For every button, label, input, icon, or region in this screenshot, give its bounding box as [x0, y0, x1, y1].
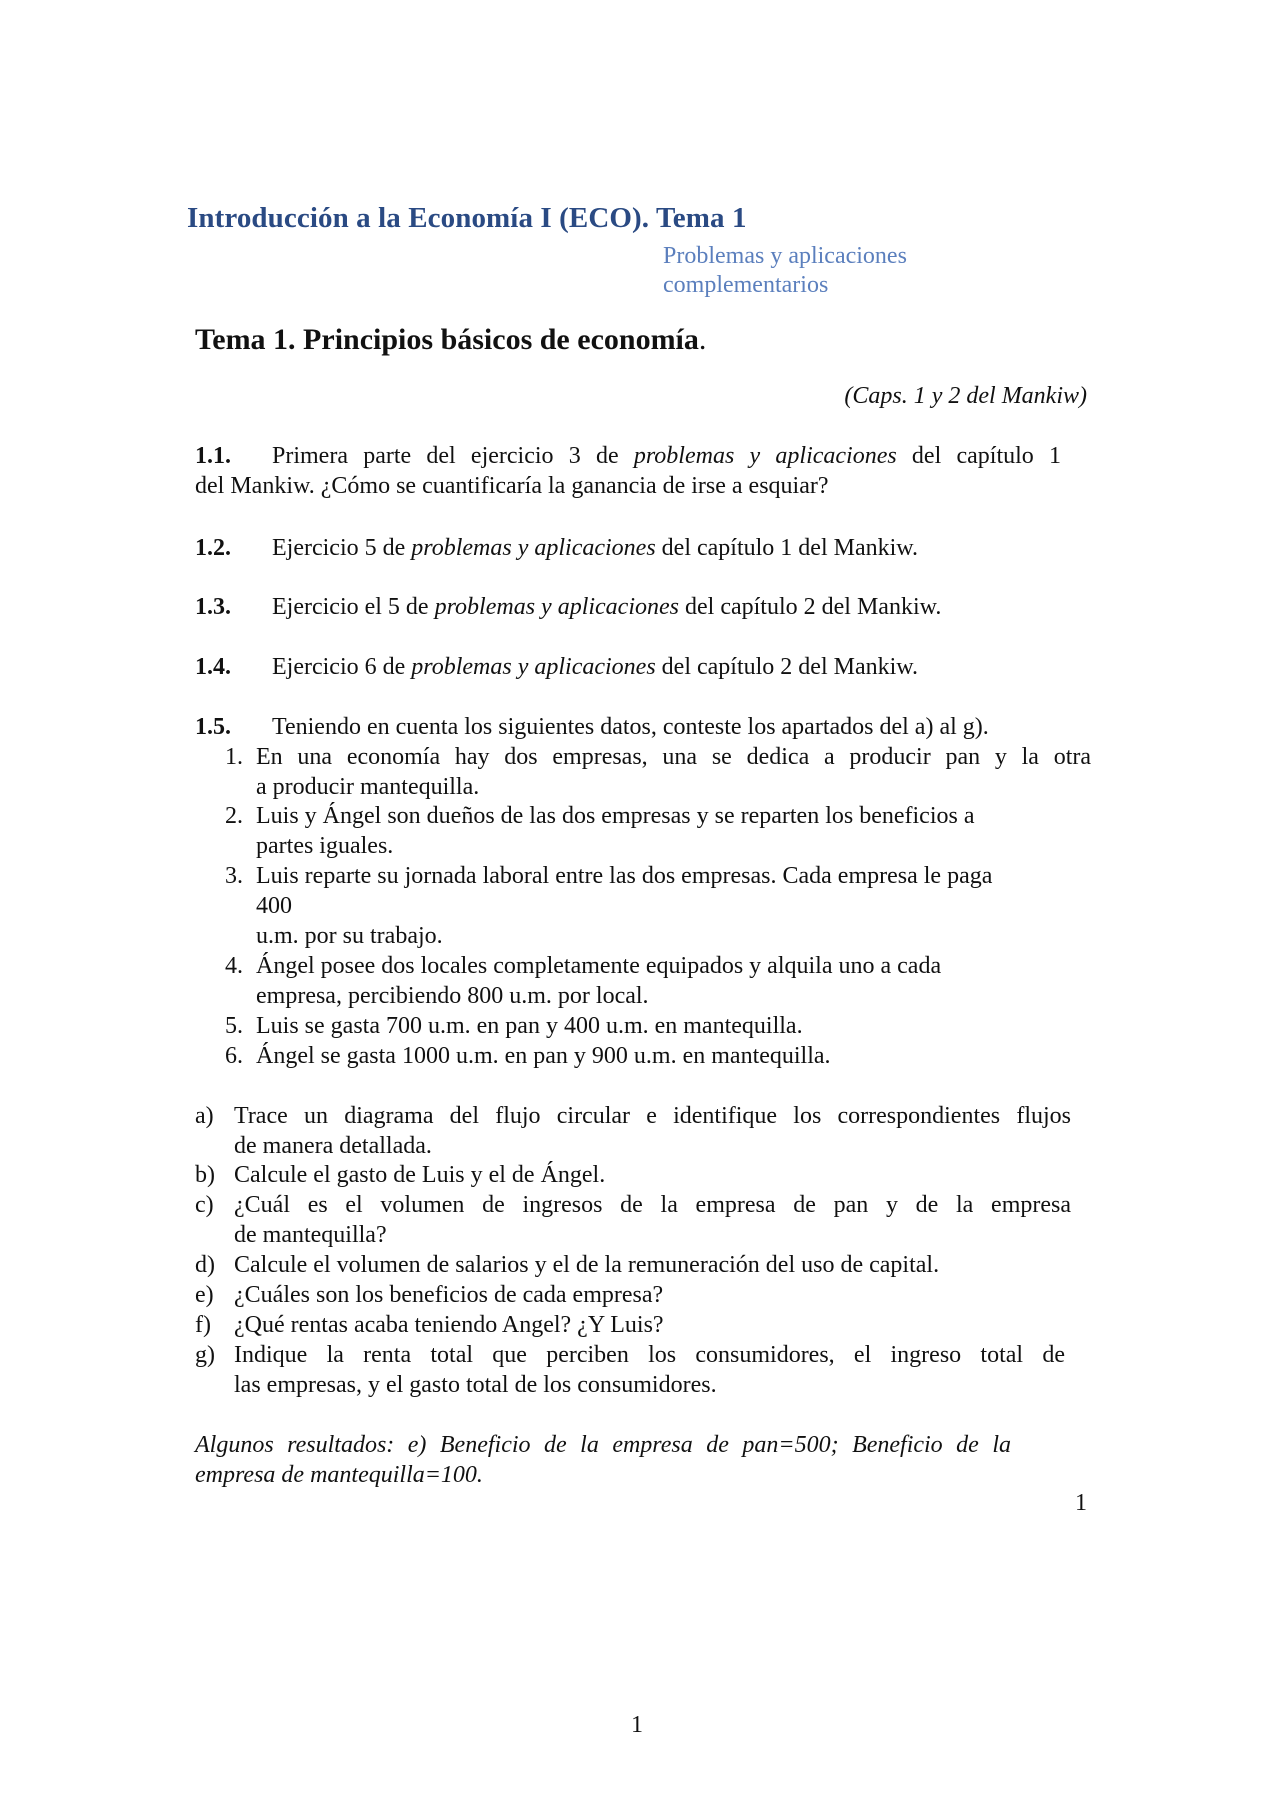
data-item-5: 5. Luis se gasta 700 u.m. en pan y 400 u.m. en mantequilla. [225, 1013, 803, 1039]
exercise-1-2: 1.2. Ejercicio 5 de problemas y aplicaciones del capítulo 1 del Mankiw. [195, 535, 919, 561]
exercise-number: 1.3. [195, 594, 231, 620]
subtitle-line-1: Problemas y aplicaciones [663, 243, 907, 269]
question-g-line-2: las empresas, y el gasto total de los consumidores. [234, 1372, 717, 1398]
question-d: d) Calcule el volumen de salarios y el de la remuneración del uso de capital. [195, 1252, 940, 1278]
section-heading-text: Tema 1. Principios básicos de economía [195, 323, 699, 356]
exercise-1-1-line-1: 1.1. Primera parte del ejercicio 3 de problemas y aplicaciones del capítulo 1 [195, 443, 1061, 469]
section-heading-dot: . [698, 323, 707, 356]
data-item-3-line-1: 3. Luis reparte su jornada laboral entre las dos empresas. Cada empresa le paga [225, 863, 993, 889]
results-note-line-1: Algunos resultados: e) Beneficio de la empresa de pan=500; Beneficio de la [195, 1432, 1011, 1458]
question-c-line-1: c) ¿Cuál es el volumen de ingresos de la empresa de pan y de la empresa [195, 1192, 1071, 1218]
question-b: b) Calcule el gasto de Luis y el de Ángel. [195, 1162, 606, 1188]
document-title: Introducción a la Economía I (ECO). Tema 1 [187, 202, 747, 234]
question-a-line-2: de manera detallada. [234, 1133, 432, 1159]
exercise-1-1-line-2: del Mankiw. ¿Cómo se cuantificaría la ganancia de irse a esquiar? [195, 473, 829, 499]
exercise-number: 1.2. [195, 535, 231, 561]
question-f: f) ¿Qué rentas acaba teniendo Angel? ¿Y Luis? [195, 1312, 664, 1338]
question-c-line-2: de mantequilla? [234, 1222, 387, 1248]
exercise-1-3: 1.3. Ejercicio el 5 de problemas y aplicaciones del capítulo 2 del Mankiw. [195, 594, 942, 620]
page-number-inline: 1 [1075, 1490, 1087, 1516]
data-item-6: 6. Ángel se gasta 1000 u.m. en pan y 900 u.m. en mantequilla. [225, 1043, 831, 1069]
section-heading [195, 323, 706, 357]
data-item-2-line-2: partes iguales. [256, 833, 394, 859]
exercise-number: 1.5. [195, 714, 231, 740]
question-e: e) ¿Cuáles son los beneficios de cada empresa? [195, 1282, 664, 1308]
data-item-1-line-2: a producir mantequilla. [256, 774, 480, 800]
results-note-line-2: empresa de mantequilla=100. [195, 1462, 483, 1488]
data-item-4-line-1: 4. Ángel posee dos locales completamente equipados y alquila uno a cada [225, 953, 942, 979]
data-item-3-line-3: u.m. por su trabajo. [256, 923, 443, 949]
exercise-number: 1.4. [195, 654, 231, 680]
data-item-3-line-2: 400 [256, 893, 292, 919]
chapter-reference: (Caps. 1 y 2 del Mankiw) [844, 383, 1087, 409]
question-a-line-1: a) Trace un diagrama del flujo circular e identifique los correspondientes flujos [195, 1103, 1071, 1129]
exercise-number: 1.1. [195, 443, 231, 469]
exercise-1-5: 1.5. Teniendo en cuenta los siguientes datos, conteste los apartados del a) al g). [195, 714, 989, 740]
subtitle-line-2: complementarios [663, 272, 829, 298]
data-item-4-line-2: empresa, percibiendo 800 u.m. por local. [256, 983, 649, 1009]
data-item-2-line-1: 2. Luis y Ángel son dueños de las dos empresas y se reparten los beneficios a [225, 803, 975, 829]
page-number-footer: 1 [631, 1712, 643, 1738]
document-subtitle [663, 242, 907, 300]
question-g-line-1: g) Indique la renta total que perciben los consumidores, el ingreso total de [195, 1342, 1065, 1368]
data-item-1-line-1: 1. En una economía hay dos empresas, una se dedica a producir pan y la otra [225, 744, 1091, 770]
exercise-1-4: 1.4. Ejercicio 6 de problemas y aplicaciones del capítulo 2 del Mankiw. [195, 654, 919, 680]
